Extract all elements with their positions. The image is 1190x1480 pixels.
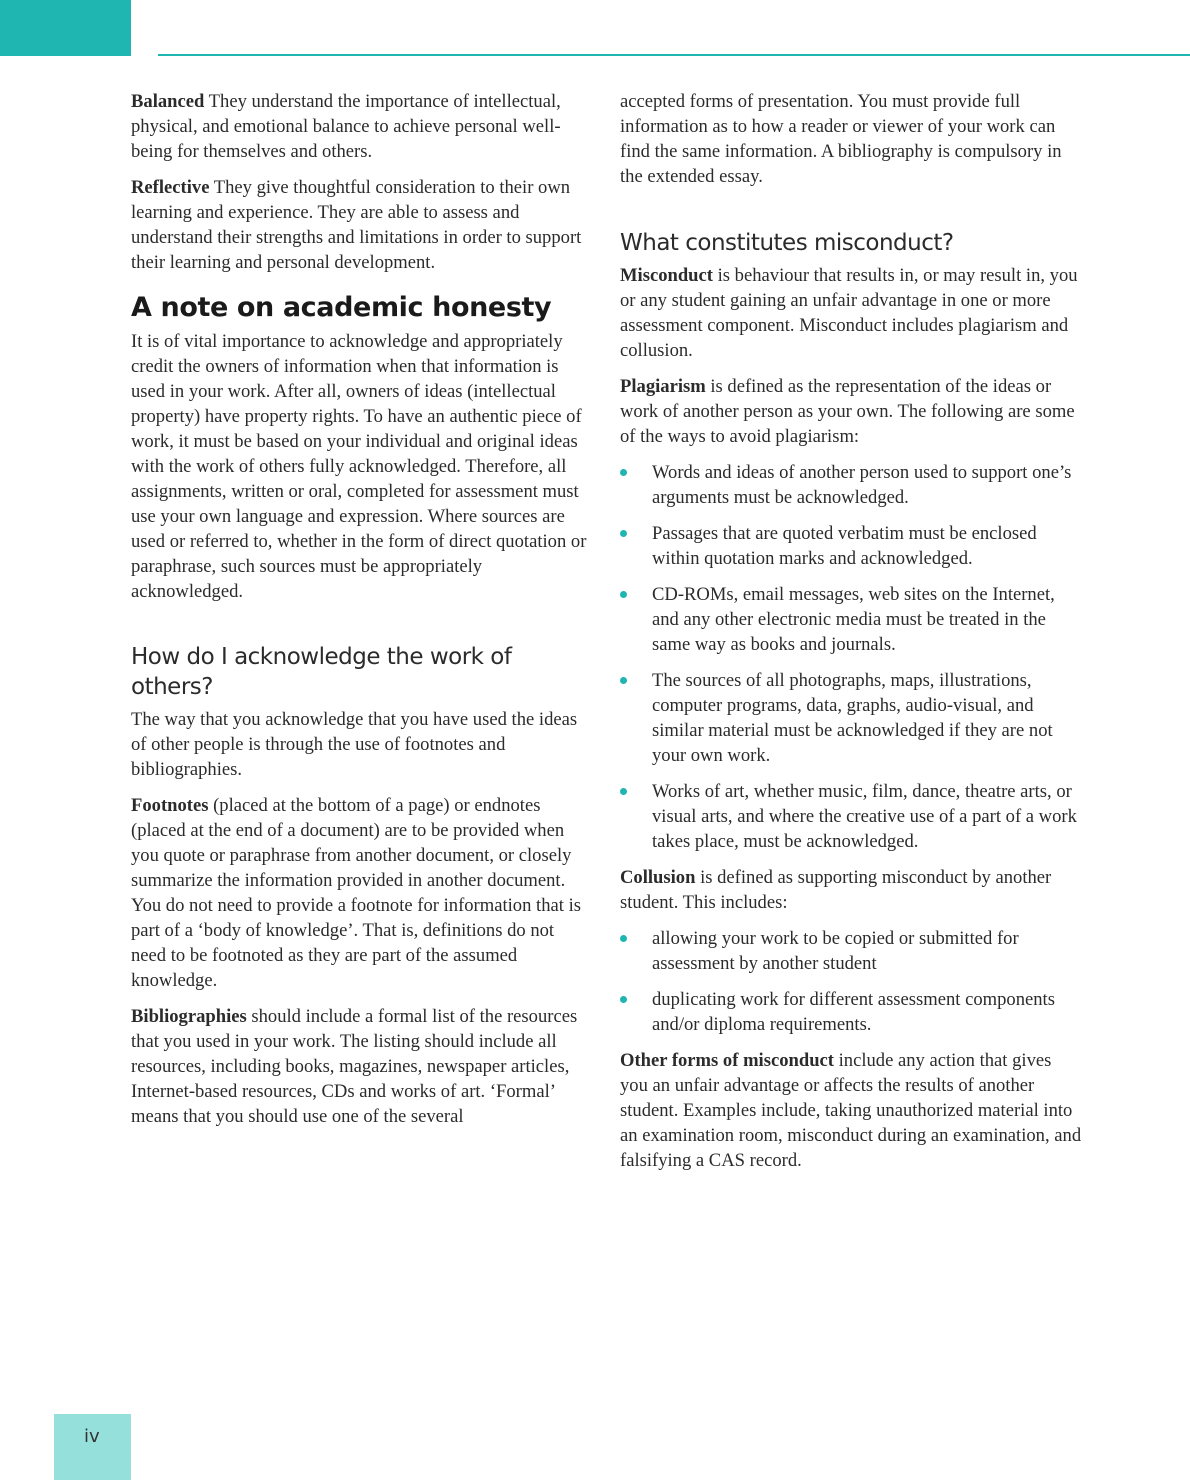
- term-balanced: Balanced: [131, 91, 205, 112]
- heading-academic-honesty: A note on academic honesty: [131, 292, 552, 323]
- bullet-icon: [620, 996, 627, 1003]
- list-item: CD-ROMs, email messages, web sites on the Internet, and any other electronic media must be treated in the same way as books and journals.: [620, 582, 1082, 657]
- bullet-icon: [620, 677, 627, 684]
- term-collusion: Collusion: [620, 867, 696, 888]
- bullet-icon: [620, 530, 627, 537]
- list-item: duplicating work for different assessment components and/or diploma requirements.: [620, 987, 1082, 1037]
- text-bibliographies: should include a formal list of the resources that you used in your work. The listing should include all resources, including books, magazines, newspaper articles, Internet-based resources, CDs and works of art. ‘Formal’ means that you should use one of the several: [131, 1006, 578, 1127]
- text-plagiarism: is defined as the representation of the ideas or work of another person as your own. The following are some of the ways to avoid plagiarism:: [620, 376, 1075, 447]
- paragraph-balanced: [131, 89, 593, 164]
- heading-acknowledge: How do I acknowledge the work of others?: [131, 644, 512, 700]
- list-item: Works of art, whether music, film, dance, theatre arts, or visual arts, and where the creative use of a part of a work takes place, must be acknowledged.: [620, 779, 1082, 854]
- list-item: Words and ideas of another person used to support one’s arguments must be acknowledged.: [620, 460, 1082, 510]
- header-color-block: [0, 0, 131, 56]
- list-item: Passages that are quoted verbatim must be enclosed within quotation marks and acknowledged.: [620, 521, 1082, 571]
- bullet-icon: [620, 591, 627, 598]
- paragraph-collusion: [620, 865, 1082, 915]
- paragraph-bibliographies: [131, 1004, 593, 1129]
- text-misconduct: is behaviour that results in, or may result in, you or any student gaining an unfair advantage in one or more assessment component. Misconduct includes plagiarism and collusion.: [620, 265, 1078, 361]
- paragraph-footnotes: [131, 793, 593, 993]
- list-item: allowing your work to be copied or submitted for assessment by another student: [620, 926, 1082, 976]
- list-item: The sources of all photographs, maps, illustrations, computer programs, data, graphs, audio-visual, and similar material must be acknowledged if they are not your own work.: [620, 668, 1082, 768]
- paragraph-continued: accepted forms of presentation. You must provide full information as to how a reader or viewer of your work can find the same information. A bibliography is compulsory in the extended essay.: [620, 91, 1062, 187]
- text-footnotes: (placed at the bottom of a page) or endnotes (placed at the end of a document) are to be provided when you quote or paraphrase from another document, or closely summarize the information provided in another document. You do not need to provide a footnote for information that is part of a ‘body of knowledge’. That is, definitions do not need to be footnoted as they are part of the assumed knowledge.: [131, 795, 581, 991]
- page-number: iv: [84, 1426, 100, 1447]
- bullet-icon: [620, 935, 627, 942]
- paragraph-other-misconduct: [620, 1048, 1082, 1173]
- term-reflective: Reflective: [131, 177, 210, 198]
- collusion-list: [620, 926, 1082, 1037]
- plagiarism-list: [620, 460, 1082, 854]
- term-plagiarism: Plagiarism: [620, 376, 706, 397]
- paragraph-reflective: [131, 175, 593, 275]
- paragraph-way: The way that you acknowledge that you have used the ideas of other people is through the use of footnotes and bibliographies.: [131, 709, 578, 780]
- text-balanced: They understand the importance of intellectual, physical, and emotional balance to achieve personal well-being for themselves and others.: [131, 91, 561, 162]
- paragraph-plagiarism: [620, 374, 1082, 449]
- text-other-misconduct: include any action that gives you an unfair advantage or affects the results of another student. Examples include, taking unauthorized material into an examination room, misconduct during an examination, and falsifying a CAS record.: [620, 1050, 1082, 1171]
- paragraph-misconduct: [620, 263, 1082, 363]
- term-footnotes: Footnotes: [131, 795, 209, 816]
- left-column: [131, 89, 593, 1140]
- header-rule: [158, 54, 1190, 56]
- text-reflective: They give thoughtful consideration to their own learning and experience. They are able to assess and understand their strengths and limitations in order to support their learning and personal development.: [131, 177, 582, 273]
- page-number-tab: [54, 1414, 131, 1480]
- term-misconduct: Misconduct: [620, 265, 713, 286]
- bullet-icon: [620, 788, 627, 795]
- term-bibliographies: Bibliographies: [131, 1006, 247, 1027]
- heading-misconduct: What constitutes misconduct?: [620, 230, 954, 256]
- right-column: [620, 89, 1082, 1184]
- bullet-icon: [620, 469, 627, 476]
- text-collusion: is defined as supporting misconduct by another student. This includes:: [620, 867, 1052, 913]
- term-other-misconduct: Other forms of misconduct: [620, 1050, 834, 1071]
- paragraph-honesty: It is of vital importance to acknowledge and appropriately credit the owners of information when that information is used in your work. After all, owners of ideas (intellectual property) have property rights. To have an authentic piece of work, it must be based on your individual and original ideas with the work of others fully acknowledged. Therefore, all assignments, written or oral, completed for assessment must use your own language and expression. Where sources are used or referred to, whether in the form of direct quotation or paraphrase, such sources must be appropriately acknowledged.: [131, 331, 587, 602]
